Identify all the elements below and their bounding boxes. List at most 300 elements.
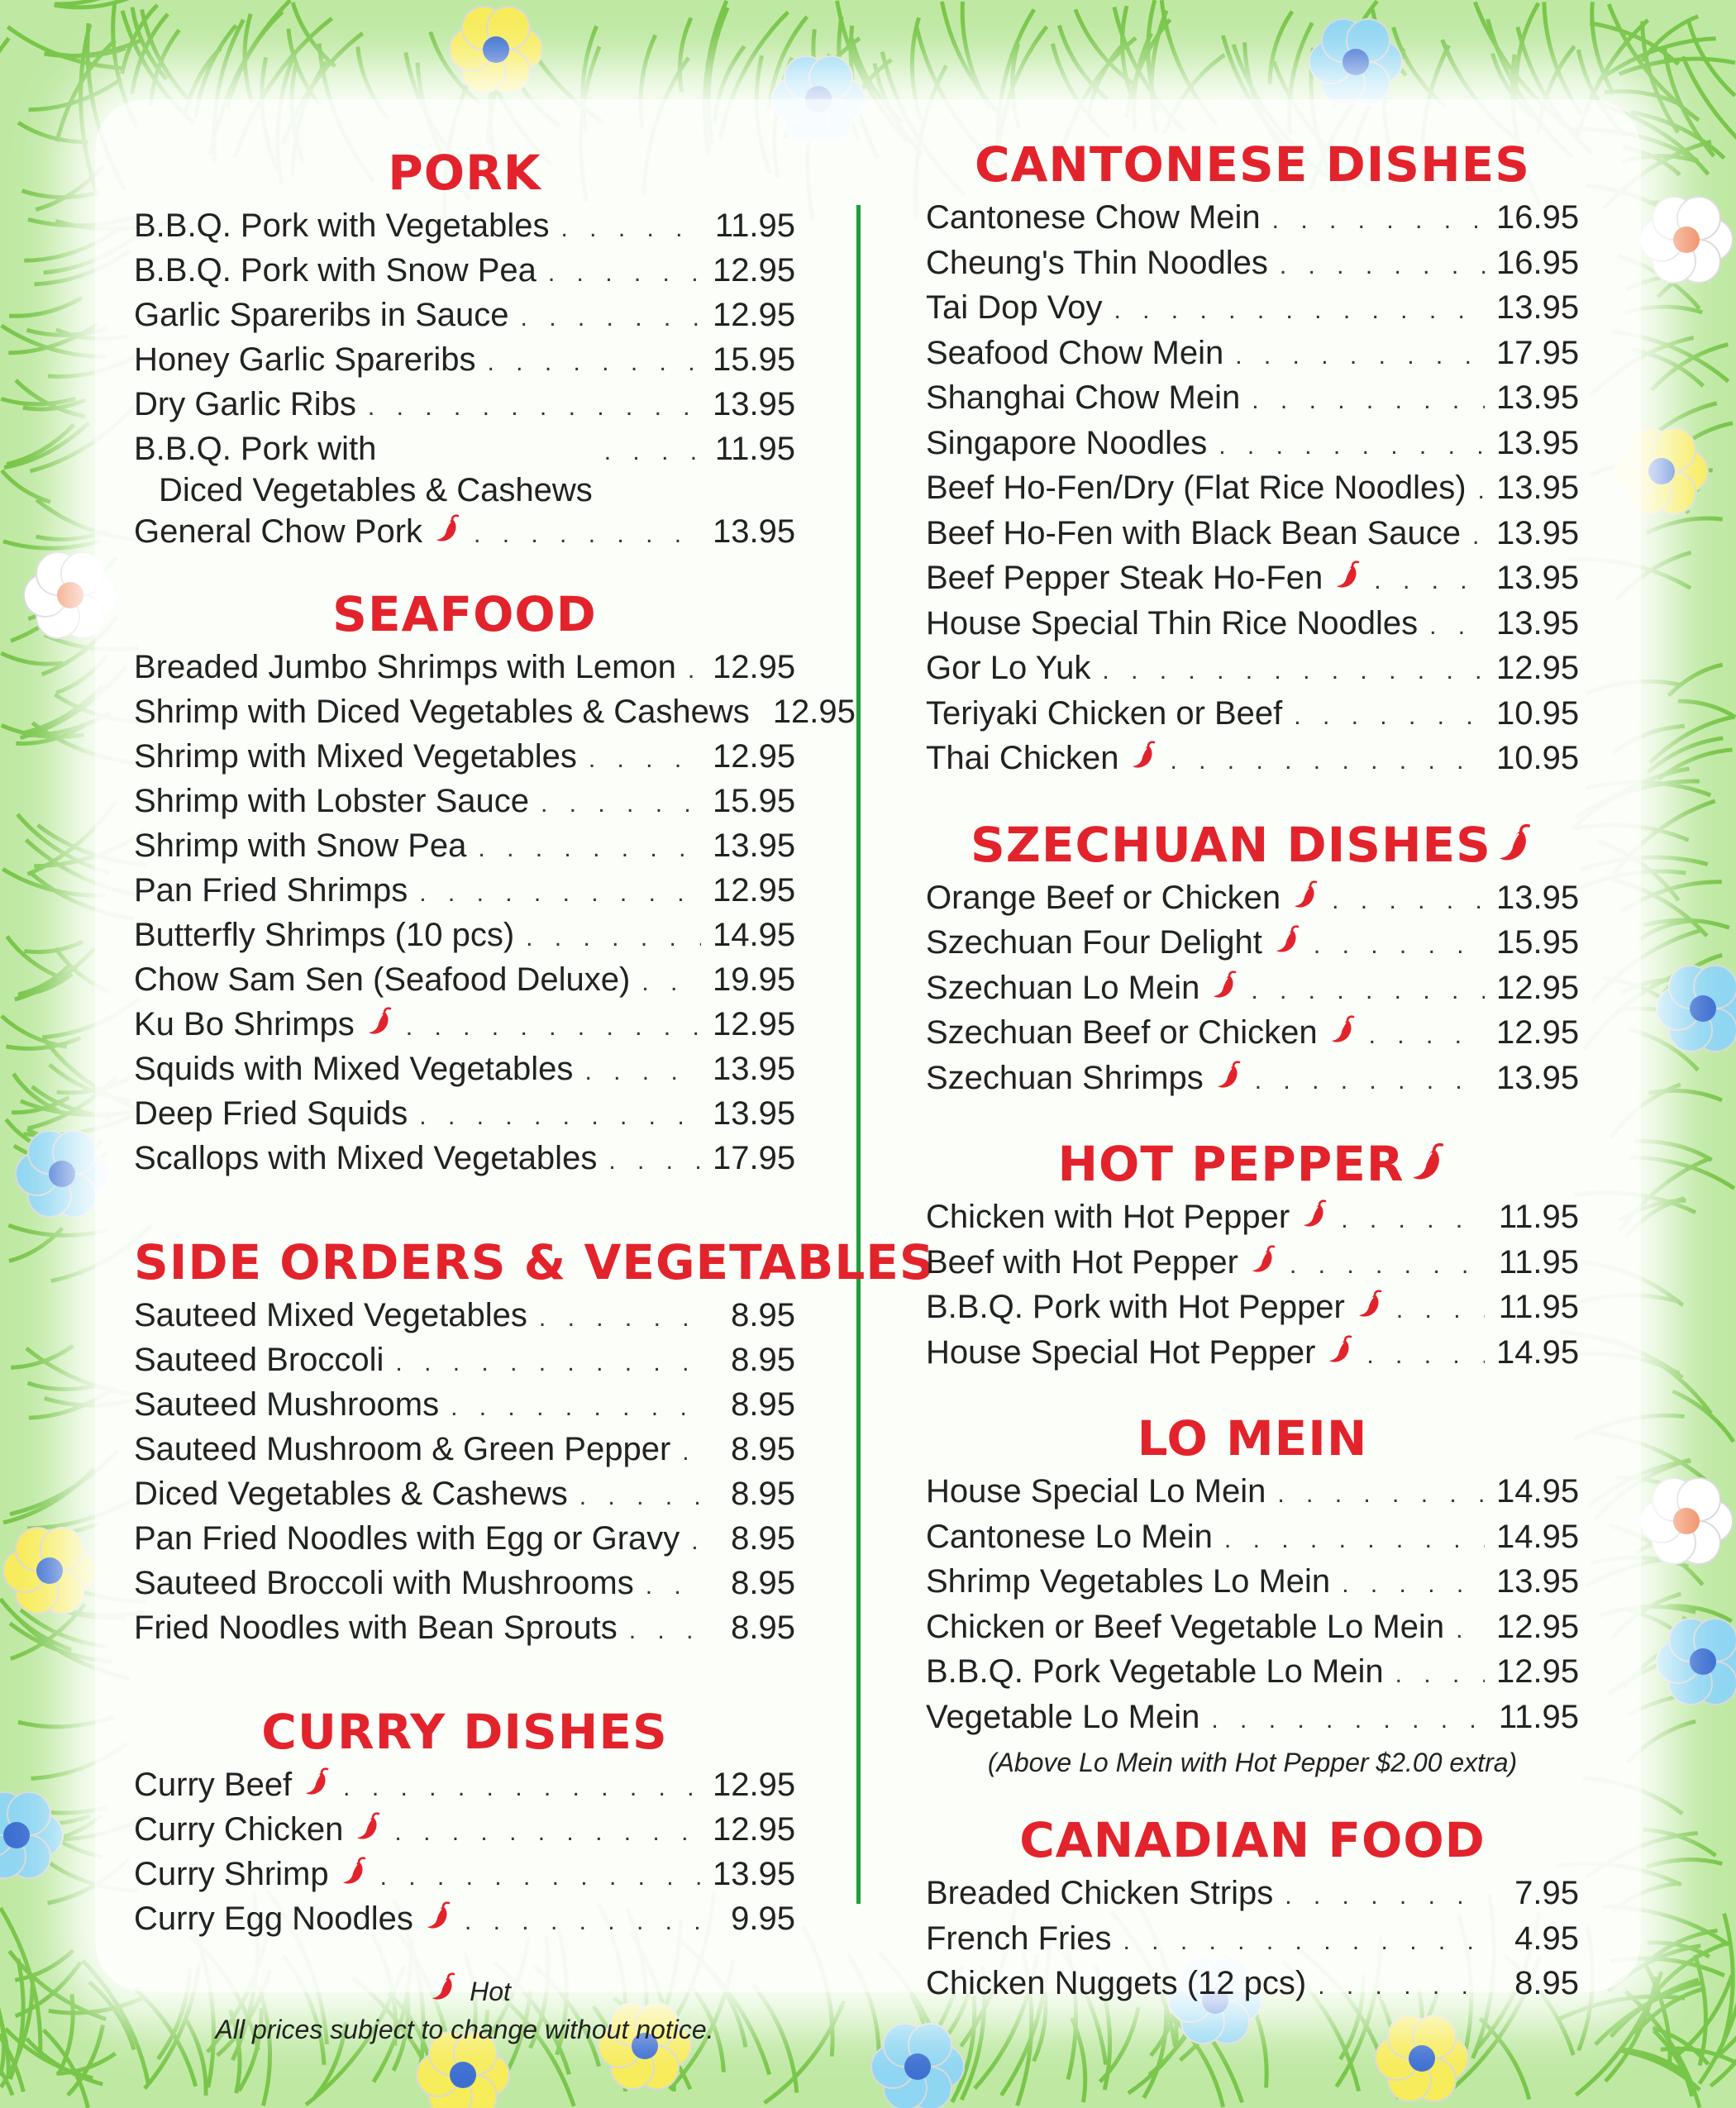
item-price: 12.95 [772,694,856,730]
menu-item [134,1607,795,1652]
chili-pepper-icon [1357,1290,1385,1321]
item-price: 9.95 [731,1901,795,1937]
menu-item [134,1048,795,1093]
item-name [134,736,577,777]
chili-pepper-icon [434,514,462,546]
section-title [134,1230,935,1295]
menu-item [134,428,795,511]
item-price: 11.95 [714,207,795,244]
item-name-text: Beef Ho-Fen/Dry (Flat Rice Noodles) [926,470,1467,506]
item-price: 7.95 [1514,1875,1579,1911]
item-name [134,1093,408,1134]
menu-item [134,1295,795,1339]
menu-item [134,736,795,780]
item-name [926,967,1239,1010]
item-list [926,1196,1579,1376]
item-price: 12.95 [713,1811,796,1848]
item-price: 13.95 [1496,879,1580,916]
item-price: 10.95 [1496,694,1580,732]
menu-item [926,967,1579,1013]
item-price: 12.95 [1496,1653,1580,1690]
chili-pepper-icon [1334,560,1362,592]
item-name [926,197,1261,240]
item-price: 13.95 [713,1051,796,1087]
dot-leader [1277,1473,1485,1516]
menu-item [926,1561,1579,1606]
item-list [134,205,795,556]
dot-leader [1374,560,1485,603]
item-list [926,1872,1579,2008]
item-name [926,922,1302,965]
chili-pepper-icon [1215,1061,1243,1092]
item-price: 10.95 [1496,740,1580,776]
menu-item [134,1473,795,1518]
item-name [926,1012,1357,1055]
section-title-text: LO MEIN [1137,1410,1368,1467]
menu-item [926,377,1579,422]
item-name-text: Shrimp with Snow Pea [134,827,467,864]
dot-leader [548,253,701,294]
item-name [926,647,1090,690]
item-price: 13.95 [1496,470,1580,506]
menu-item [926,693,1579,738]
section-title [926,132,1579,197]
dot-leader [584,1052,701,1093]
item-name-text: Thai Chicken [926,740,1119,776]
menu-section [926,132,1579,783]
menu-item [134,1428,795,1473]
item-name [926,1516,1213,1559]
dot-leader [539,1298,701,1339]
item-name [926,242,1268,285]
dot-leader [1332,880,1485,923]
section-title-text: CANADIAN FOOD [1019,1812,1486,1868]
item-name-text: Tai Dop Voy [926,289,1103,326]
hot-legend-row [134,1972,795,2010]
menu-item [926,242,1579,288]
item-price: 17.95 [1496,334,1580,371]
item-price: 12.95 [713,738,796,775]
menu-item [134,294,795,339]
item-name [926,737,1158,780]
item-name-text: Fried Noodles with Bean Sprouts [134,1610,618,1646]
item-price: 13.95 [1496,424,1580,461]
dot-leader [465,1901,701,1943]
hot-legend [134,1972,795,2048]
item-name-text: Chicken with Hot Pepper [926,1199,1290,1235]
item-name [926,287,1102,330]
item-name [134,1428,670,1470]
dot-leader [1456,1609,1485,1652]
menu-item [926,1696,1579,1742]
item-name [134,428,593,511]
menu-section [926,813,1579,1103]
dot-leader [1102,650,1485,693]
dot-leader [1396,1289,1485,1332]
item-name-text: Breaded Jumbo Shrimps with Lemon [134,649,676,685]
item-name [134,959,630,1000]
item-name-text: Garlic Spareribs in Sauce [134,297,509,333]
item-name [926,557,1362,600]
item-name-text: French Fries [926,1920,1112,1957]
flower-icon [871,2024,964,2108]
item-name-text: Curry Beef [134,1767,293,1803]
chili-pepper-icon [1274,925,1302,956]
dot-leader [1235,335,1485,378]
dot-leader [474,514,701,556]
item-list [926,877,1579,1103]
item-price: 13.95 [1496,514,1580,551]
item-name-text: Curry Egg Noodles [134,1901,413,1937]
menu-section [134,582,856,1182]
section-title-text: SIDE ORDERS & VEGETABLES [134,1234,935,1290]
dot-leader [604,432,701,473]
menu-item [926,1918,1579,1963]
menu-item [926,1471,1579,1516]
menu-item [926,647,1579,693]
dot-leader [343,1767,701,1809]
item-name-text: Szechuan Shrimps [926,1059,1204,1096]
item-price: 14.95 [1496,1473,1580,1509]
item-name [134,1764,331,1805]
item-price: 13.95 [1496,289,1580,326]
menu-item [926,1196,1579,1242]
item-name [134,294,509,336]
menu-item [134,1809,795,1853]
menu-item [134,1004,795,1048]
item-name [134,1137,597,1179]
item-price: 11.95 [714,431,795,467]
item-name [926,1561,1330,1604]
item-name [134,646,676,688]
item-price: 13.95 [713,827,796,864]
item-list [134,646,856,1182]
section-title [926,1132,1579,1196]
price-disclaimer: All prices subject to change without notice. [215,2015,714,2044]
item-price: 19.95 [713,961,796,998]
item-price: 12.95 [1496,1608,1580,1645]
chili-pepper-icon [303,1767,331,1799]
menu-item [134,691,856,736]
dot-leader [1285,1875,1485,1918]
item-price: 14.95 [713,917,796,953]
dot-leader [1395,1653,1485,1696]
item-name-text: Cantonese Chow Mein [926,199,1261,236]
chili-pepper-icon [1409,1142,1447,1185]
item-name [926,1332,1355,1375]
item-name-text: Squids with Mixed Vegetables [134,1051,574,1087]
item-name [926,1057,1243,1100]
dot-leader [1369,1014,1485,1057]
chili-pepper-icon [1250,1245,1278,1276]
section-title-text: CANTONESE DISHES [974,136,1531,193]
chili-pepper-icon [430,1972,458,2004]
item-name [926,1696,1199,1739]
menu-item [926,922,1579,967]
dot-leader [1272,199,1485,242]
item-price: 15.95 [713,341,796,378]
menu-item [926,422,1579,468]
menu-section [926,1406,1579,1778]
item-name [134,825,466,866]
section-title [134,1700,795,1764]
chili-pepper-icon [366,1007,394,1038]
dot-leader [589,739,701,780]
item-name [134,1295,527,1336]
item-price: 8.95 [731,1476,795,1512]
menu-item [134,825,795,870]
item-name-text: Orange Beef or Chicken [926,879,1281,916]
item-name-text: B.B.Q. Pork with [134,431,377,467]
item-name [134,914,514,956]
item-name-text: Szechuan Four Delight [926,924,1262,961]
flower-icon [3,1528,96,1614]
menu-item [134,1518,795,1562]
item-price: 13.95 [1496,379,1580,416]
item-name-text: Breaded Chicken Strips [926,1875,1274,1911]
item-price: 13.95 [1496,560,1580,596]
dot-leader [526,918,701,959]
item-name [926,1651,1384,1694]
menu-item [926,1963,1579,2008]
menu-item [134,1384,795,1428]
chili-pepper-icon [1327,1335,1355,1366]
item-price: 12.95 [713,1006,796,1042]
dot-leader [1251,970,1485,1013]
item-name [926,1606,1444,1649]
flower-icon [450,7,542,93]
item-price: 8.95 [731,1342,795,1378]
item-price: 16.95 [1496,199,1580,236]
dot-leader [682,1432,701,1473]
dot-leader [1114,289,1485,332]
menu-item [926,1286,1579,1332]
item-name-text: B.B.Q. Pork with Snow Pea [134,252,537,289]
dot-leader [629,1610,701,1652]
dot-leader [1123,1920,1486,1963]
hot-label: Hot [470,1977,511,2006]
item-name-text: Sauteed Mushrooms [134,1386,440,1423]
menu-item [926,1057,1579,1103]
dot-leader [521,298,701,339]
item-price: 13.95 [1496,1563,1580,1600]
dot-leader [688,650,701,691]
item-name [134,1898,453,1939]
item-name-text: Sauteed Mushroom & Green Pepper [134,1431,671,1467]
menu-item [134,959,795,1004]
dot-leader [368,387,701,428]
menu-item [926,1516,1579,1562]
menu-item [926,467,1579,513]
item-price: 4.95 [1514,1920,1579,1957]
item-price: 14.95 [1496,1518,1580,1555]
item-name-text: Dry Garlic Ribs [134,386,356,422]
section-title-text: CURRY DISHES [261,1704,668,1760]
dot-leader [1170,740,1485,783]
flower-icon [1640,197,1733,283]
menu-item [134,1853,795,1898]
item-name [926,1872,1273,1915]
chili-pepper-icon [1211,971,1239,1002]
dot-leader [488,342,702,384]
item-name [926,693,1282,736]
item-price: 12.95 [713,297,796,333]
item-price: 12.95 [1496,1014,1580,1051]
item-name-text: Beef Ho-Fen with Black Bean Sauce [926,514,1462,551]
item-price: 12.95 [1496,650,1580,686]
menu-item [134,914,795,959]
section-note: (Above Lo Mein with Hot Pepper $2.00 extra) [987,1748,1518,1777]
item-list [134,1764,795,1943]
item-price: 8.95 [731,1431,795,1467]
dot-leader [608,1141,701,1182]
section-title-text: SEAFOOD [332,586,597,642]
item-price: 13.95 [713,1095,796,1132]
item-price: 11.95 [1498,1199,1579,1235]
menu-item [134,250,795,294]
item-name-text: Shrimp Vegetables Lo Mein [926,1563,1331,1600]
item-name [134,384,356,425]
item-list [926,197,1579,783]
menu-item [926,737,1579,783]
item-price: 12.95 [713,252,796,289]
item-name [926,1471,1266,1514]
chili-pepper-icon [341,1857,369,1888]
item-price: 13.95 [713,386,796,422]
menu-item [926,1872,1579,1918]
item-price: 8.95 [731,1297,795,1333]
item-name-text: Scallops with Mixed Vegetables [134,1140,598,1176]
right-column [926,132,1579,2008]
menu-section [134,141,795,556]
item-name [134,1384,439,1425]
item-name-text: Curry Shrimp [134,1856,329,1892]
menu-item [926,197,1579,242]
item-price: 8.95 [731,1520,795,1557]
item-name-text: Gor Lo Yuk [926,650,1091,686]
item-list [926,1471,1579,1741]
item-price: 11.95 [1498,1243,1579,1281]
item-name [926,332,1223,375]
dot-leader [1290,1244,1485,1287]
menu-item [926,877,1579,923]
item-name-text: B.B.Q. Pork with Vegetables [134,207,550,244]
item-name [134,1809,383,1850]
section-title-text: HOT PEPPER [1057,1136,1405,1192]
section-title [926,813,1579,877]
dot-leader [691,1521,701,1562]
dot-leader [1472,515,1485,558]
dot-leader [478,828,701,870]
item-price: 12.95 [713,649,796,685]
item-name [926,1196,1329,1239]
menu-item [134,511,795,556]
item-name-text: House Special Lo Mein [926,1473,1266,1509]
dot-leader [1294,695,1485,738]
item-name-text: General Chow Pork [134,513,423,550]
item-name-text: Pan Fried Shrimps [134,872,408,909]
item-name [134,780,529,822]
dot-leader [395,1343,701,1384]
dot-leader [1478,470,1485,513]
item-price: 8.95 [731,1386,795,1423]
section-title [926,1808,1579,1872]
section-title [926,1406,1579,1471]
item-price: 8.95 [731,1565,795,1601]
item-price: 13.95 [713,1856,796,1892]
dot-leader [1318,1965,1485,2008]
item-name [926,1963,1306,2005]
item-name-text: Cheung's Thin Noodles [926,244,1268,281]
menu-item [134,339,795,384]
menu-item [926,557,1579,603]
menu-section [926,1808,1579,2008]
menu-section [134,1700,795,1943]
item-name-text: Shanghai Chow Mein [926,379,1241,416]
item-price: 13.95 [1496,604,1580,641]
menu-section [926,1132,1579,1376]
column-divider [856,205,861,1904]
chili-pepper-icon [355,1812,383,1843]
item-price: 15.95 [713,783,796,819]
item-name-text: Shrimp with Diced Vegetables & Cashews [134,694,750,730]
menu-item [134,384,795,428]
item-name [926,513,1461,556]
menu-item [926,1651,1579,1696]
item-name-text: Ku Bo Shrimps [134,1006,355,1042]
item-name-text: Vegetable Lo Mein [926,1698,1200,1735]
item-name-text: Curry Chicken [134,1811,344,1848]
flower-icon [1309,19,1402,105]
item-name [926,467,1467,510]
menu-item [926,1242,1579,1287]
menu-item [134,870,795,914]
item-name-continued: Diced Vegetables & Cashews [159,472,593,508]
menu-item [134,780,795,825]
item-name [926,1286,1385,1329]
item-name-text: Szechuan Beef or Chicken [926,1014,1318,1051]
menu-item [926,1606,1579,1652]
dot-leader [451,1387,701,1428]
item-name-text: Chicken Nuggets (12 pcs) [926,1965,1307,2001]
menu-item [926,332,1579,378]
flower-icon [1640,1478,1733,1564]
item-price: 13.95 [713,513,796,550]
dot-leader [579,1476,701,1518]
item-name [134,1607,618,1648]
item-price: 14.95 [1496,1333,1580,1371]
item-price: 17.95 [713,1140,796,1176]
menu-item [926,1332,1579,1377]
dot-leader [1224,1519,1485,1562]
item-price: 15.95 [1496,924,1580,961]
item-name-text: B.B.Q. Pork Vegetable Lo Mein [926,1653,1384,1690]
dot-leader [1341,1199,1485,1242]
item-name-text: Sauteed Mixed Vegetables [134,1297,527,1333]
item-name-text: House Special Hot Pepper [926,1333,1316,1371]
item-name-text: Shrimp with Lobster Sauce [134,783,530,819]
dot-leader [1252,379,1485,422]
item-name-text: Shrimp with Mixed Vegetables [134,738,577,775]
flower-icon [1376,2015,1468,2101]
chili-pepper-icon [1130,741,1158,772]
item-name [926,377,1240,420]
item-name-text: Teriyaki Chicken or Beef [926,694,1283,732]
section-title [134,582,795,646]
item-name-text: Beef Pepper Steak Ho-Fen [926,560,1323,596]
dot-leader [1366,1334,1485,1377]
dot-leader [419,873,701,914]
